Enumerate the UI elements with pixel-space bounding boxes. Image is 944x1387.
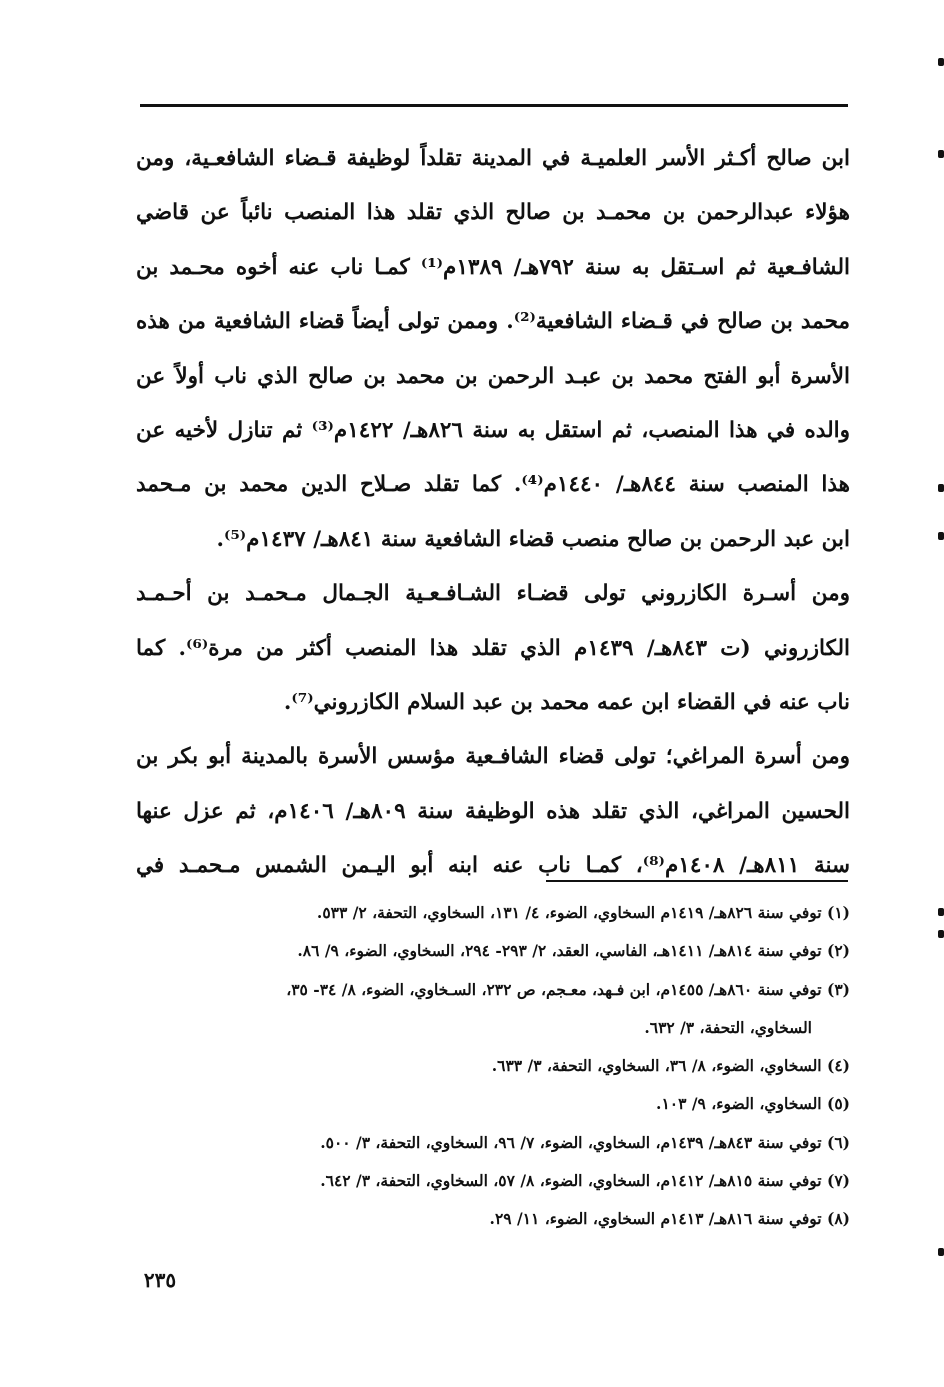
paragraph-3 xyxy=(136,730,850,893)
footnote-6: (٦) توفي سنة ٨٤٣هـ/ ١٤٣٩م، السخاوي، الضوء، ٧/ ٩٦، السخاوي، التحفة، ٣/ ٥٠٠. xyxy=(320,1132,850,1152)
scan-mark xyxy=(938,484,944,492)
text-line: محمد بن صالح في قـضاء الشافعية⁽²⁾. وممن تولى أيضاً قضاء الشافعية من هذه xyxy=(136,309,851,335)
text-line: ابن صالح أكـثر الأسر العلميـة في المدينة تقلداً لوظيفة قـضاء الشافعـية، ومن xyxy=(136,146,850,171)
text-line: هؤلاء عبدالرحمن بن محمـد بن صالح الذي تقلد هذا المنصب نائباً عن قاضي xyxy=(136,200,850,226)
paragraph-2 xyxy=(136,567,850,730)
paragraph-1 xyxy=(136,132,850,567)
text-line: هذا المنصب سنة ٨٤٤هـ/ ١٤٤٠م⁽⁴⁾. كما تقلد صـلاح الدين محمد بن مـحمد xyxy=(136,472,850,498)
text-line: الأسرة أبو الفتح محمد بن عبـد الرحمن بن محمد بن صالح الذي ناب أولاً عن xyxy=(136,363,850,389)
text-line: ناب عنه في القضاء ابن عمه محمد بن عبد السلام الكازروني⁽⁷⁾. xyxy=(283,689,850,715)
footnote-separator xyxy=(546,880,848,882)
text-line: والده في هذا المنصب، ثم استقل به سنة ٨٢٦هـ/ ١٤٢٢م⁽³⁾ ثم تنازل لأخيه عن xyxy=(136,417,850,443)
footnote-8: (٨) توفي سنة ٨١٦هـ/ ١٤١٣م السخاوي، الضوء، ١١/ ٢٩. xyxy=(489,1209,850,1229)
scan-mark xyxy=(938,58,944,66)
scan-mark xyxy=(938,1248,944,1256)
scan-mark xyxy=(938,150,944,158)
header-rule xyxy=(140,104,848,107)
footnote-5: (٥) السخاوي، الضوء، ٩/ ١٠٣. xyxy=(656,1094,850,1114)
text-line: ابن عبد الرحمن بن صالح منصب قضاء الشافعية سنة ٨٤١هـ/ ١٤٣٧م⁽⁵⁾. xyxy=(216,526,850,552)
footnotes xyxy=(150,894,850,1239)
footnote-2: (٢) توفي سنة ٨١٤هـ/ ١٤١١هـ، الفاسي، العقد، ٢/ ٢٩٣- ٢٩٤، السخاوي، الضوء، ٩/ ٨٦. xyxy=(297,941,850,961)
footnote-3: (٣) توفي سنة ٨٦٠هـ/ ١٤٥٥م، ابن فـهد، معـجم، ص ٢٣٢، السـخاوي، الضوء، ٨/ ٣٤- ٣٥، xyxy=(286,979,850,999)
scan-mark xyxy=(938,532,944,540)
text-line: الحسين المراغي، الذي تقلد هذه الوظيفة سنة ٨٠٩هـ/ ١٤٠٦م، ثم عزل عنها xyxy=(136,798,850,824)
scan-mark xyxy=(938,908,944,916)
main-text xyxy=(136,132,850,893)
page-number: ٢٣٥ xyxy=(143,1268,177,1292)
footnote-1: (١) توفي سنة ٨٢٦هـ/ ١٤١٩م السخاوي، الضوء، ٤/ ١٣١، السخاوي، التحفة، ٢/ ٥٣٣. xyxy=(316,903,850,922)
text-line: سنة ٨١١هـ/ ١٤٠٨م⁽⁸⁾، كمـا ناب عنه ابنه أبو اليـمن الشمس مـحمـد في xyxy=(136,853,850,879)
text-line: ومن أسرة المراغي؛ تولى قضاء الشافـعية مؤسس الأسرة بالمدينة أبو بكر بن xyxy=(136,744,850,770)
footnote-7: (٧) توفي سنة ٨١٥هـ/ ١٤١٢م، السخاوي، الضوء، ٨/ ٥٧، السخاوي، التحفة، ٣/ ٦٤٢. xyxy=(320,1171,850,1191)
footnote-4: (٤) السخاوي، الضوء، ٨/ ٣٦، السخاوي، التحفة، ٣/ ٦٣٣. xyxy=(491,1056,850,1076)
text-line: ومن أسـرة الكازروني تولى قضـاء الشـافـعـية الجـمال مـحمـد بن أحـمـد xyxy=(136,581,850,607)
footnote-3-continuation: السخاوي، التحفة، ٣/ ٦٣٢. xyxy=(644,1017,812,1037)
scan-mark xyxy=(938,930,944,938)
text-line: الشافـعية ثم اسـتقل به سنة ٧٩٢هـ/ ١٣٨٩م⁽¹⁾ كمـا ناب عنه أخوه محـمد بن xyxy=(136,254,850,280)
text-line: الكازروني (ت ٨٤٣هـ/ ١٤٣٩م الذي تقلد هذا المنصب أكثر من مرة⁽⁶⁾. كما xyxy=(136,635,850,661)
